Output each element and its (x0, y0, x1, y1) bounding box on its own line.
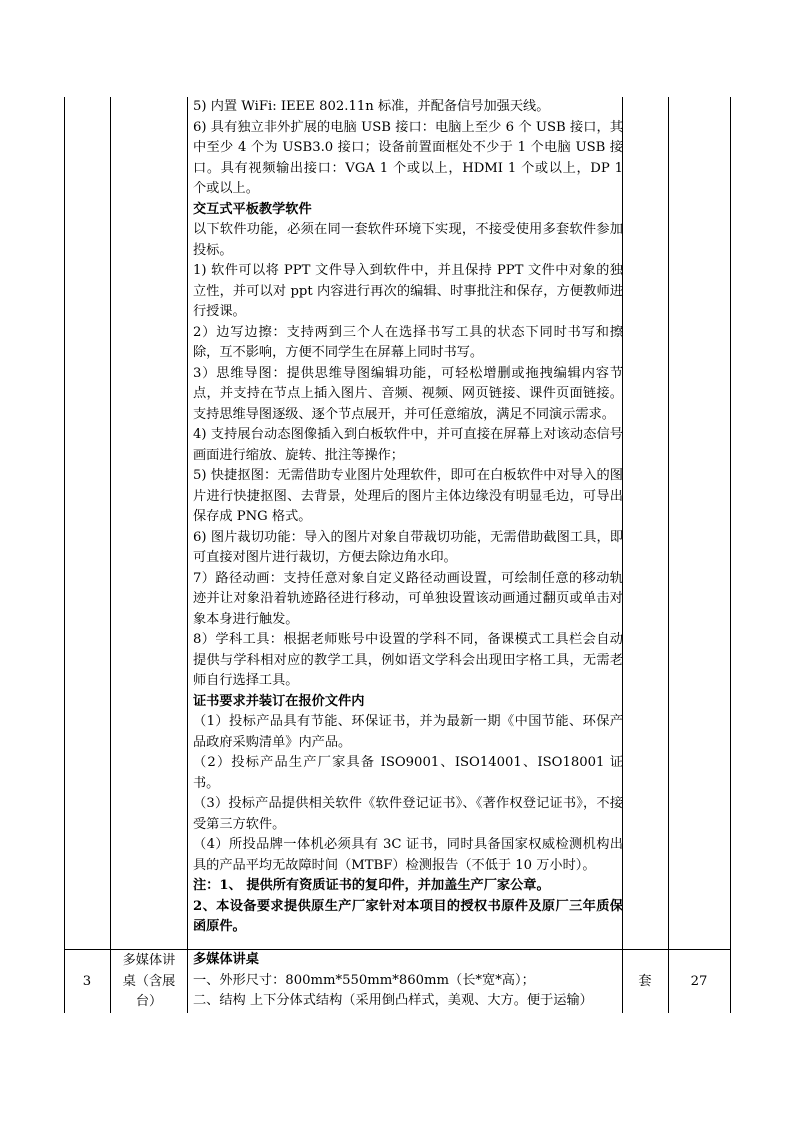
row3-spec-line: 一、外形尺寸：800mm*550mm*860mm（长*宽*高）； (193, 972, 535, 988)
spec-paragraph: 3）思维导图：提供思维导图编辑功能，可轻松增删或拖拽编辑内容节点，并支持在节点上插入图片、音频、视频、网页链接、课件页面链接。支持思维导图逐级、逐个节点展开，并可任意缩放，满足不同演示需求。 (193, 365, 623, 422)
spec-heading: 交互式平板教学软件 (193, 201, 312, 217)
row3-name-line: 多媒体讲 (122, 953, 176, 968)
spec-paragraph: 6) 具有独立非外扩展的电脑 USB 接口：电脑上至少 6 个 USB 接口，其中至少 4 个为 USB3.0 接口；设备前置面框处不少于 1 个电脑 USB 接口。具有视频输出接口：VGA 1 个或以上，HDMI 1 个或以上，DP 1 个或以上。 (193, 119, 623, 196)
spec-paragraph: 以下软件功能，必须在同一套软件环境下实现，不接受使用多套软件参加投标。 (193, 222, 623, 258)
spec-heading: 2、本设备要求提供原生产厂家针对本项目的授权书原件及原厂三年质保函原件。 (193, 898, 623, 934)
row3-spec-line: 二、结构 上下分体式结构（采用倒凸样式，美观、大方。便于运输） (193, 993, 593, 1008)
spec-paragraph: （4）所投品牌一体机必须具有 3C 证书，同时具备国家权威检测机构出具的产品平均无故障时间（MTBF）检测报告（不低于 10 万小时）。 (193, 837, 623, 873)
spec-paragraph: （3）投标产品提供相关软件《软件登记证书》、《著作权登记证书》，不接受第三方软件。 (193, 796, 623, 832)
spec-paragraph: 5) 内置 WiFi: IEEE 802.11n 标准，并配备信号加强天线。 (193, 99, 550, 114)
table-border-col1 (110, 97, 111, 1013)
spec-cell (193, 97, 623, 938)
spec-paragraph: 6) 图片裁切功能：导入的图片对象自带裁切功能，无需借助截图工具，即可直接对图片进行裁切，方便去除边角水印。 (193, 529, 623, 565)
spec-paragraph: （2）投标产品生产厂家具备 ISO9001、ISO14001、ISO18001 证书。 (193, 755, 623, 791)
row3-spec-cell (193, 950, 623, 1012)
spec-paragraph: 1) 软件可以将 PPT 文件导入到软件中，并且保持 PPT 文件中对象的独立性，并可以对 ppt 内容进行再次的编辑、时事批注和保存，方便教师进行授课。 (193, 263, 623, 319)
spec-paragraph: 5) 快捷抠图：无需借助专业图片处理软件，即可在白板软件中对导入的图片进行快捷抠图、去背景，处理后的图片主体边缘没有明显毛边，可导出保存成 PNG 格式。 (193, 468, 623, 524)
row3-name-line: 台） (135, 994, 163, 1009)
table-border-col2 (187, 97, 188, 1013)
row3-item-name (112, 951, 186, 1013)
spec-paragraph: 8）学科工具：根据老师账号中设置的学科不同，备课模式工具栏会自动提供与学科相对应的教学工具，例如语文学科会出现田字格工具，无需老师自行选择工具。 (193, 632, 623, 688)
row3-unit: 套 (638, 974, 652, 989)
spec-paragraph: 7）路径动画：支持任意对象自定义路径动画设置，可绘制任意的移动轨迹并让对象沿着轨迹路径进行移动，可单独设置该动画通过翻页或单击对象本身进行触发。 (193, 570, 623, 627)
row3-name-line: 桌（含展 (122, 973, 176, 989)
spec-paragraph: 2）边写边擦：支持两到三个人在选择书写工具的状态下同时书写和擦除，互不影响，方便不同学生在屏幕上同时书写。 (193, 324, 623, 360)
spec-heading: 注：1、 提供所有资质证书的复印件，并加盖生产厂家公章。 (193, 878, 550, 893)
spec-paragraph: 4) 支持展台动态图像插入到白板软件中，并可直接在屏幕上对该动态信号画面进行缩放、旋转、批注等操作； (193, 427, 623, 463)
row3-number: 3 (82, 974, 92, 989)
spec-heading: 证书要求并装订在报价文件内 (193, 693, 365, 709)
row3-quantity: 27 (690, 974, 708, 989)
row3-spec-line: 多媒体讲桌 (193, 952, 259, 967)
table-border-col4 (668, 97, 669, 1013)
spec-paragraph: （1）投标产品具有节能、环保证书，并为最新一期《中国节能、环保产品政府采购清单》内产品。 (193, 714, 623, 750)
table-border-left (64, 97, 65, 1013)
table-border-right (730, 97, 731, 1013)
